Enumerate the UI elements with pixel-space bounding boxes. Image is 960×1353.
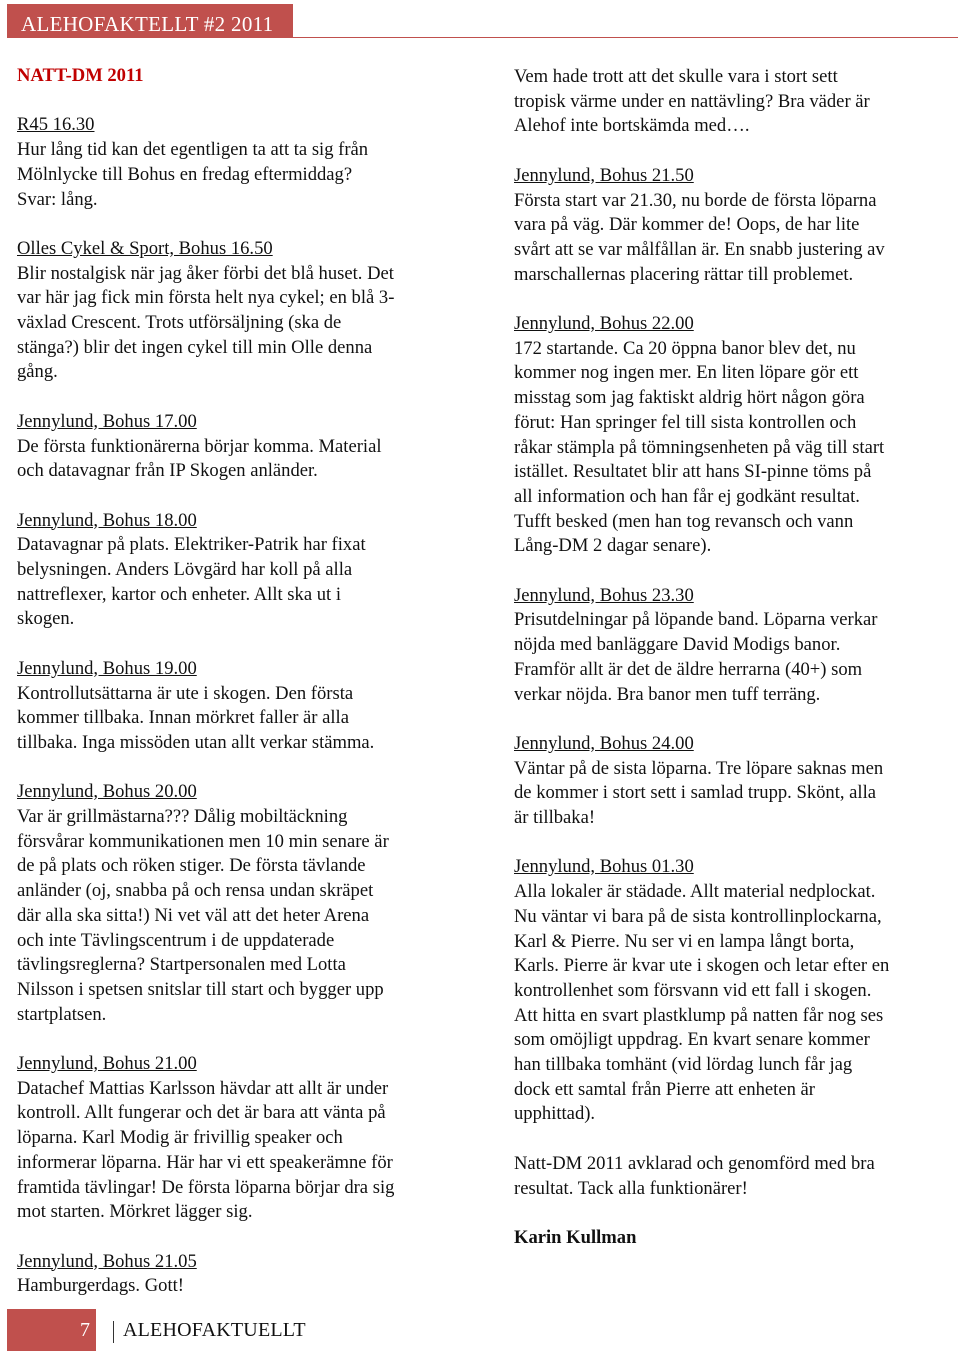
entry-text-line: Framför allt är det de äldre herrarna (40+) som: [514, 658, 863, 680]
entry-heading: Jennylund, Bohus 20.00: [17, 781, 197, 803]
entry-heading: Jennylund, Bohus 21.00: [17, 1053, 197, 1075]
entry-text-line: försvårar kommunikationen men 10 min senare är: [17, 830, 389, 852]
entry-text-line: skogen.: [17, 608, 75, 630]
entry-text-line: Alla lokaler är städade. Allt material nedplockat.: [514, 881, 876, 903]
entry-text-line: Prisutdelningar på löpande band. Löparna verkar: [514, 609, 878, 631]
article-title: NATT-DM 2011: [17, 65, 144, 86]
entry-text-line: istället. Resultatet blir att hans SI-pinne töms på: [514, 461, 872, 483]
intro-text-line: tropisk värme under en nattävling? Bra väder är: [514, 90, 870, 112]
header-band: [7, 4, 293, 38]
log-entry: [17, 509, 487, 633]
entry-text-line: Nilsson i spetsen snitslar till start och bygger upp: [17, 978, 384, 1000]
log-entry: [514, 312, 954, 559]
entry-text-line: där alla ska sitta!) Ni vet väl att det heter Arena: [17, 904, 370, 926]
entry-text-line: informerar löparna. Här har vi ett speakerämne för: [17, 1151, 393, 1173]
entry-text-line: de kommer i stort sett i samlad trupp. Skönt, alla: [514, 782, 877, 804]
entry-heading: Jennylund, Bohus 19.00: [17, 657, 197, 679]
log-entry: [514, 164, 954, 288]
entry-text-line: nattreflexer, kartor och enheter. Allt ska ut i: [17, 583, 342, 605]
entry-text-line: löparna. Karl Modig är frivillig speaker och: [17, 1127, 343, 1149]
entry-text-line: Tufft besked (men han tog revansch och vann: [514, 510, 854, 532]
entry-text-line: råkar stämpla på tömningsenheten på väg till start: [514, 436, 885, 458]
entry-text-line: belysningen. Anders Lövgärd har koll på alla: [17, 559, 353, 580]
log-entry: [514, 584, 954, 708]
entry-text-line: Kontrollutsättarna är ute i skogen. Den första: [17, 682, 354, 704]
entry-text-line: Hur lång tid kan det egentligen ta att ta sig från: [17, 139, 369, 161]
entry-text-line: Mölnlycke till Bohus en fredag eftermiddag?: [17, 163, 353, 185]
entry-heading: Jennylund, Bohus 18.00: [17, 509, 197, 531]
log-entry: [514, 732, 954, 831]
entry-text-line: svårt att se var målfållan är. En snabb justering av: [514, 238, 885, 260]
entry-text-line: misstag som jag faktiskt aldrig hört någon göra: [514, 387, 865, 409]
header-title: ALEHOFAKTELLT #2 2011: [21, 12, 274, 36]
entry-text-line: som omöjligt uppdrag. En kvart senare kommer: [514, 1029, 870, 1051]
entry-heading: Jennylund, Bohus 17.00: [17, 410, 197, 432]
entry-text-line: mot starten. Mörkret lägger sig.: [17, 1201, 253, 1223]
entry-text-line: upphittad).: [514, 1103, 596, 1125]
intro-paragraph: [514, 65, 954, 139]
log-entry: [17, 410, 487, 484]
closing-paragraph: [514, 1152, 954, 1201]
footer-publication: ALEHOFAKTUELLT: [123, 1319, 306, 1341]
log-entry: [17, 1250, 487, 1299]
left-column: [17, 64, 487, 1324]
log-entry: [17, 1052, 487, 1225]
entry-text-line: dock ett samtal från Pierre att enheten är: [514, 1078, 815, 1100]
entry-heading: R45 16.30: [17, 114, 95, 136]
entry-text-line: Väntar på de sista löparna. Tre löpare saknas men: [514, 757, 884, 779]
entry-text-line: vara på väg. Där kommer de! Oops, de har lite: [514, 214, 860, 236]
entry-heading: Jennylund, Bohus 23.30: [514, 584, 694, 606]
closing-text-line: resultat. Tack alla funktionärer!: [514, 1177, 748, 1199]
entry-heading: Jennylund, Bohus 21.05: [17, 1250, 197, 1272]
entry-text-line: Karl & Pierre. Nu ser vi en lampa långt borta,: [514, 930, 855, 952]
article-title-block: [17, 64, 487, 89]
entry-text-line: Att hitta en svart plastklump på natten får nog ses: [514, 1004, 884, 1026]
entry-text-line: Hamburgerdags. Gott!: [17, 1275, 184, 1297]
entry-text-line: Datachef Mattias Karlsson hävdar att allt är under: [17, 1077, 389, 1099]
log-entry: [17, 237, 487, 385]
entry-text-line: växlad Crescent. Trots utförsäljning (ska de: [17, 312, 342, 333]
author-signature: Karin Kullman: [514, 1226, 637, 1248]
entry-text-line: kontrollenhet som försvann vid ett fall i skogen.: [514, 979, 872, 1001]
entry-text-line: var här jag fick min första helt nya cykel; en blå 3-: [17, 287, 395, 309]
entry-text-line: kommer nog ingen mer. En liten löpare gör ett: [514, 362, 859, 384]
log-entry: [17, 113, 487, 212]
entry-text-line: Blir nostalgisk när jag åker förbi det blå huset. Det: [17, 262, 394, 284]
right-column: [514, 65, 954, 1251]
entry-text-line: tillbaka. Inga missöden utan allt verkar stämma.: [17, 731, 375, 753]
intro-text-line: Vem hade trott att det skulle vara i stort sett: [514, 66, 838, 87]
entry-text-line: Första start var 21.30, nu borde de första löparna: [514, 189, 877, 211]
entry-text-line: all information och han får ej godkänt resultat.: [514, 485, 860, 507]
entry-heading: Jennylund, Bohus 21.50: [514, 164, 694, 186]
entry-heading: Olles Cykel & Sport, Bohus 16.50: [17, 237, 273, 259]
entry-text-line: är tillbaka!: [514, 807, 596, 829]
entry-text-line: Svar: lång.: [17, 188, 98, 210]
entry-heading: Jennylund, Bohus 01.30: [514, 856, 694, 878]
log-entry: [514, 855, 954, 1127]
entry-text-line: Datavagnar på plats. Elektriker-Patrik har fixat: [17, 534, 366, 556]
footer-separator: [113, 1321, 114, 1343]
log-entry: [17, 780, 487, 1027]
entry-text-line: kontroll. Allt fungerar och det är bara att vänta på: [17, 1102, 386, 1124]
entry-text-line: och datavagnar från IP Skogen anländer.: [17, 460, 318, 482]
entry-text-line: kommer tillbaka. Innan mörkret faller är alla: [17, 707, 349, 729]
entry-text-line: förut: Han springer fel till sista kontrollen och: [514, 411, 857, 433]
entry-text-line: tävlingsreglerna? Startpersonalen med Lotta: [17, 954, 346, 976]
entry-text-line: de på plats och röken stiger. De första tävlande: [17, 855, 366, 877]
entry-text-line: Lång-DM 2 dagar senare).: [514, 535, 712, 557]
entry-heading: Jennylund, Bohus 22.00: [514, 313, 694, 334]
entry-text-line: gång.: [17, 361, 58, 383]
page-number: 7: [80, 1319, 90, 1341]
entry-text-line: och inte Tävlingscentrum i de uppdaterade: [17, 929, 335, 951]
entry-heading: Jennylund, Bohus 24.00: [514, 732, 694, 754]
entry-text-line: startplatsen.: [17, 1003, 107, 1025]
entry-text-line: framtida tävlingar! De första löparna börjar dra sig: [17, 1176, 395, 1198]
closing-text-line: Natt-DM 2011 avklarad och genomförd med bra: [514, 1152, 875, 1174]
intro-text-line: Alehof inte bortskämda med….: [514, 115, 750, 137]
entry-text-line: han tillbaka tomhänt (vid lördag lunch får jag: [514, 1054, 853, 1076]
entry-text-line: De första funktionärerna börjar komma. Material: [17, 435, 382, 457]
entry-text-line: 172 startande. Ca 20 öppna banor blev det, nu: [514, 337, 856, 359]
header-rule: [293, 37, 958, 38]
entry-text-line: stänga?) blir det ingen cykel till min Olle denna: [17, 336, 373, 358]
entry-text-line: Karls. Pierre är kvar ute i skogen och letar efter en: [514, 955, 890, 977]
entry-text-line: anländer (oj, snabba på och rensa undan skräpet: [17, 880, 374, 902]
entry-text-line: Nu väntar vi bara på de sista kontrollinplockarna,: [514, 905, 882, 927]
entry-text-line: nöjda med banläggare David Modigs banor.: [514, 634, 841, 656]
entry-text-line: Var är grillmästarna??? Dålig mobiltäckning: [17, 806, 348, 827]
log-entry: [17, 657, 487, 756]
entry-text-line: marschallernas placering rättar till problemet.: [514, 263, 854, 285]
entry-text-line: verkar nöjda. Bra banor men tuff terräng.: [514, 683, 821, 705]
